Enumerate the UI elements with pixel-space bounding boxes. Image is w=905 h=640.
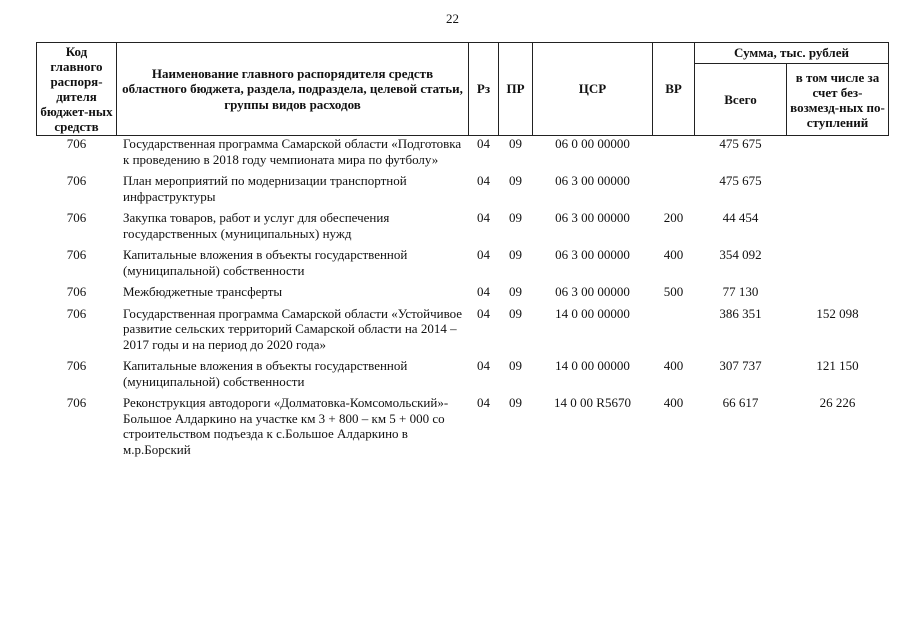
row-free: 26 226 (819, 395, 856, 410)
row-code: 706 (66, 284, 87, 299)
row-total: 386 351 (719, 305, 762, 321)
row-free (787, 210, 889, 247)
row-rz: 04 (477, 395, 490, 410)
row-rz: 04 (477, 247, 490, 262)
table-row (37, 136, 889, 174)
row-total: 307 737 (719, 358, 762, 373)
header-row (37, 43, 889, 64)
header-code: Код главного распоря-дителя бюджет-ных средств (37, 43, 117, 136)
row-name: План мероприятий по модернизации транспортной инфраструктуры (123, 173, 407, 204)
table-row (37, 173, 889, 210)
row-pr: 09 (509, 173, 522, 188)
header-csr: ЦСР (533, 43, 653, 136)
row-pr: 09 (509, 136, 522, 151)
row-total: 77 130 (722, 284, 759, 299)
row-free (787, 284, 889, 306)
table-row (37, 247, 889, 284)
row-csr: 06 0 00 00000 (555, 136, 630, 151)
budget-table (36, 42, 889, 463)
row-csr: 06 3 00 00000 (555, 284, 630, 299)
row-name: Государственная программа Самарской области «Подготовка к проведению в 2018 году чемпионата мира по футболу» (123, 136, 462, 167)
row-csr: 06 3 00 00000 (555, 173, 630, 188)
row-vr: 400 (663, 395, 684, 410)
row-name: Капитальные вложения в объекты государственной (муниципальной) собственности (123, 358, 408, 389)
row-csr: 14 0 00 R5670 (554, 395, 631, 410)
header-total: Всего (695, 64, 787, 136)
row-free (787, 173, 889, 210)
header-sum-group: Сумма, тыс. рублей (695, 43, 889, 64)
row-pr: 09 (509, 284, 522, 299)
row-code: 706 (66, 358, 87, 373)
header-pr: ПР (499, 43, 533, 136)
row-name: Закупка товаров, работ и услуг для обеспечения государственных (муниципальных) нужд (123, 210, 390, 241)
row-total: 354 092 (719, 247, 762, 262)
row-rz: 04 (477, 136, 490, 151)
row-csr: 14 0 00 00000 (555, 358, 630, 373)
row-rz: 04 (477, 358, 490, 373)
row-csr: 06 3 00 00000 (555, 247, 630, 262)
row-rz: 04 (477, 284, 490, 299)
page-number: 22 (446, 11, 459, 26)
row-name: Капитальные вложения в объекты государственной (муниципальной) собственности (123, 247, 408, 278)
row-rz: 04 (477, 173, 490, 188)
row-total: 66 617 (722, 395, 759, 410)
table-row (37, 358, 889, 395)
row-pr: 09 (509, 305, 522, 321)
table-row (37, 395, 889, 463)
table-body (37, 136, 889, 464)
row-vr: 500 (663, 284, 684, 299)
table-row (37, 306, 889, 359)
row-total: 475 675 (719, 173, 762, 188)
row-total: 44 454 (722, 210, 759, 225)
row-vr (653, 136, 695, 174)
header-free: в том числе за счет без-возмезд-ных по-ступлений (787, 64, 889, 136)
header-vr: ВР (653, 43, 695, 136)
row-rz: 04 (477, 305, 490, 321)
row-name: Государственная программа Самарской области «Устойчивое развитие сельских территорий Самарской области на 2014 – 2017 годы и на период до 2020 года» (123, 305, 463, 352)
header-name: Наименование главного распорядителя средств областного бюджета, раздела, подраздела, целевой статьи, группы видов расходов (117, 43, 469, 136)
table-row (37, 210, 889, 247)
row-code: 706 (66, 136, 87, 151)
row-free: 152 098 (816, 305, 859, 321)
row-code: 706 (66, 173, 87, 188)
row-total: 475 675 (719, 136, 762, 151)
row-pr: 09 (509, 247, 522, 262)
row-vr: 400 (663, 358, 684, 373)
row-free (787, 136, 889, 174)
row-pr: 09 (509, 210, 522, 225)
row-free: 121 150 (816, 358, 859, 373)
row-vr (653, 306, 695, 359)
row-csr: 14 0 00 00000 (555, 305, 630, 321)
row-pr: 09 (509, 358, 522, 373)
row-name: Реконструкция автодороги «Долматовка-Комсомольский»-Большое Алдаркино на участке км 3 + 800 – км 5 + 000 со строительством подъезда к с.Большое Алдаркино в м.р.Борский (123, 395, 449, 457)
row-vr: 200 (663, 210, 684, 225)
row-code: 706 (66, 305, 87, 321)
table-row (37, 284, 889, 306)
row-name: Межбюджетные трансферты (123, 284, 283, 299)
row-vr (653, 173, 695, 210)
row-vr: 400 (663, 247, 684, 262)
row-rz: 04 (477, 210, 490, 225)
row-pr: 09 (509, 395, 522, 410)
row-code: 706 (66, 210, 87, 225)
header-rz: Рз (469, 43, 499, 136)
row-free (787, 247, 889, 284)
row-code: 706 (66, 247, 87, 262)
row-csr: 06 3 00 00000 (555, 210, 630, 225)
row-code: 706 (66, 395, 87, 410)
